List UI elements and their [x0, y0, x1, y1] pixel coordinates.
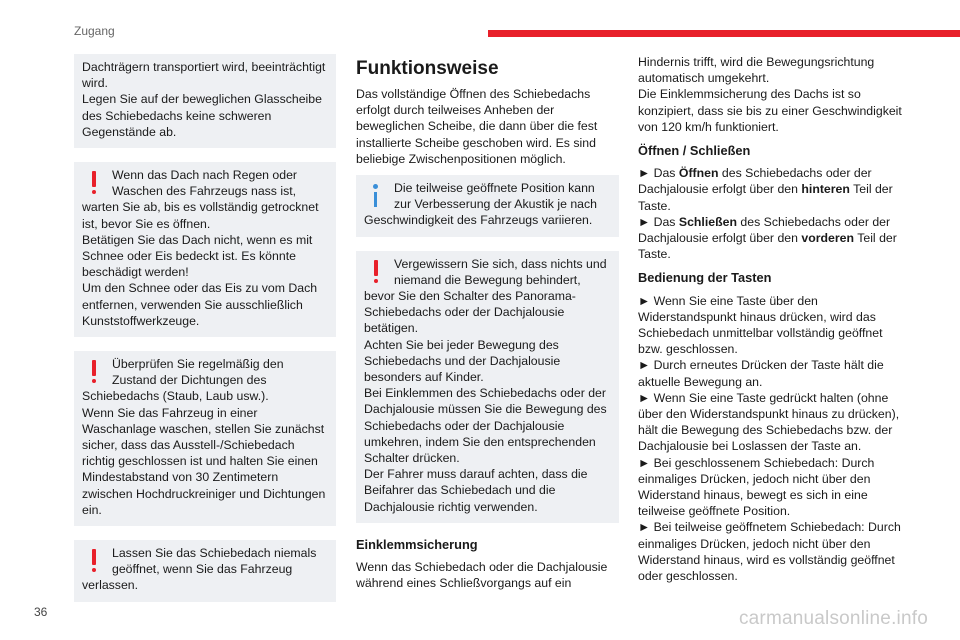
column-left	[74, 54, 336, 616]
anti-pinch-continued: Hindernis trifft, wird die Bewegungsrichtung automatisch umgekehrt. Die Einklemmsicherung des Dachs ist so konzipiert, dass sie bis zu einer Geschwindigkeit von 120 km/h funktioniert.	[638, 55, 902, 134]
warning-icon	[368, 260, 384, 286]
warning-text: Überprüfen Sie regelmäßig den Zustand der Dichtungen des Schiebedachs (Staub, Laub usw.). Wenn Sie das Fahrzeug in einer Waschanlage waschen, stellen Sie zunächst sicher, dass das Ausstell-/Schiebedach richtig geschlossen ist und halten Sie einen Mindestabstand von 30 Zentimetern zwischen Hochdruckreiniger und Dichtungen ein.	[82, 357, 326, 517]
info-text: Die teilweise geöffnete Position kann zur Verbesserung der Akustik je nach Geschwindigkeit des Fahrzeugs variieren.	[364, 181, 598, 228]
intro-paragraph: Das vollständige Öffnen des Schiebedachs erfolgt durch teilweises Anheben der beweglichen Scheibe, die dann über die fest installierte Scheibe geschoben wird. Es sind beliebige Zwischenpositionen möglich.	[356, 87, 598, 166]
section-title: Zugang	[74, 24, 115, 38]
warning-box-wet-roof	[74, 162, 336, 337]
subheading-open-close: Öffnen / Schließen	[638, 143, 751, 159]
subheading-button-operation: Bedienung der Tasten	[638, 270, 772, 286]
warning-text: Lassen Sie das Schiebedach niemals geöffnet, wenn Sie das Fahrzeug verlassen.	[82, 546, 317, 593]
warning-text: Wenn das Dach nach Regen oder Waschen des Fahrzeugs nass ist, warten Sie ab, bis es vollständig getrocknet ist, bevor Sie es öffnen. Betätigen Sie das Dach nicht, wenn es mit Schnee oder Eis bedeckt ist. Es könnte beschädigt werden! Um den Schnee oder das Eis zu vom Dach entfernen, verwenden Sie ausschließlich Kunststoffwerkzeuge.	[82, 168, 319, 328]
warning-icon	[86, 171, 102, 197]
subheading-anti-pinch: Einklemmsicherung	[356, 536, 478, 552]
info-icon	[368, 184, 384, 210]
warning-icon	[86, 549, 102, 575]
warning-icon	[86, 360, 102, 386]
note-box-continued	[74, 54, 336, 148]
column-middle	[356, 54, 619, 599]
close-instruction: ► Das Schließen des Schiebedachs oder der Dachjalousie erfolgt über den vorderen Teil der Taste.	[638, 214, 897, 262]
anti-pinch-paragraph: Wenn das Schiebedach oder die Dachjalousie während eines Schließvorgangs auf ein	[356, 560, 608, 591]
note-text: Dachträgern transportiert wird, beeinträchtigt wird. Legen Sie auf der beweglichen Glasscheibe des Schiebedachs keine schweren Gegenstände ab.	[82, 60, 326, 139]
warning-text: Vergewissern Sie sich, dass nichts und niemand die Bewegung behindert, bevor Sie den Schalter des Panorama-Schiebedachs oder der Dachjalousie betätigen. Achten Sie bei jeder Bewegung des Schiebedachs und der Dachjalousie besonders auf Kinder. Bei Einklemmen des Schiebedachs oder der Dachjalousie müssen Sie die Bewegung des Schiebedachs oder der Dachjalousie umkehren, indem Sie den entsprechenden Schalter drücken. Der Fahrer muss darauf achten, dass die Beifahrer das Schiebedach und die Dachjalousie richtig verwenden.	[364, 256, 607, 514]
warning-box-leave-vehicle	[74, 540, 336, 602]
warning-box-obstruction	[356, 251, 619, 523]
button-operation-text: ► Wenn Sie eine Taste über den Widerstandspunkt hinaus drücken, wird das Schiebedach unmittelbar vollständig geöffnet bzw. geschlossen. ► Durch erneutes Drücken der Taste hält die aktuelle Bewegung an. ► Wenn Sie eine Taste gedrückt halten (ohne über den Widerstandspunkt hinaus zu drücken), hält die Bewegung des Schiebedachs bzw. der Dachjalousie bei Loslassen der Taste an. ► Bei geschlossenem Schiebedach: Durch einmaliges Drücken, jedoch nicht über den Widerstand hinaus, bewegt es sich in eine teilweise geöffnete Position. ► Bei teilweise geöffnetem Schiebedach: Durch einmaliges Drücken, jedoch nicht über den Widerstand hinaus, wird es vollständig geöffnet oder geschlossen.	[638, 293, 901, 584]
section-heading: Funktionsweise	[356, 58, 499, 79]
header-accent-bar	[488, 30, 960, 37]
warning-box-seals	[74, 351, 336, 526]
open-instruction: ► Das Öffnen des Schiebedachs oder der Dachjalousie erfolgt über den hinteren Teil der Taste.	[638, 166, 893, 213]
column-right	[638, 54, 910, 592]
page-number: 36	[34, 605, 48, 619]
info-box-acoustics	[356, 175, 619, 237]
watermark: carmanualsonline.info	[738, 608, 928, 629]
